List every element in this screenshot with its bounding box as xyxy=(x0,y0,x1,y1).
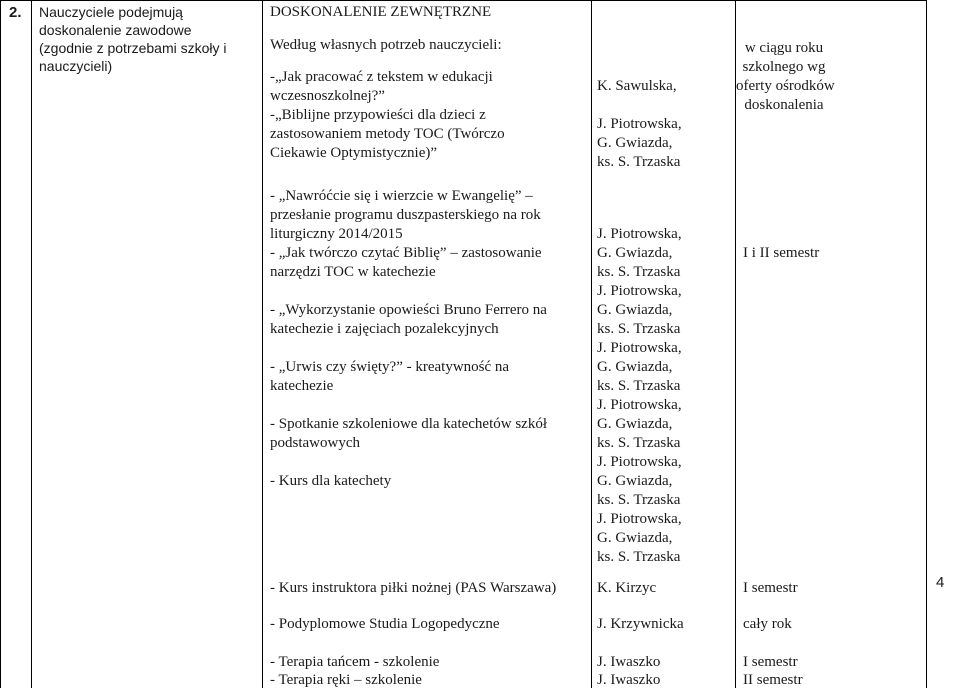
person-line: ks. S. Trzaska xyxy=(597,378,681,394)
section-intro: Według własnych potrzeb nauczycieli: xyxy=(270,37,502,53)
training-person: J. Krzywnicka xyxy=(597,616,684,632)
training-person: J. Iwaszko xyxy=(597,672,661,688)
person-line: ks. S. Trzaska xyxy=(597,321,681,337)
person-line: J. Piotrowska, xyxy=(597,116,682,132)
topic-spacer xyxy=(270,339,590,358)
topic-line: katechezie xyxy=(270,378,334,394)
topic-line: - „Wykorzystanie opowieści Bruno Ferrero na xyxy=(270,302,547,318)
topic-line: podstawowych xyxy=(270,435,360,451)
section2-persons xyxy=(597,225,727,567)
person-line: J. Piotrowska, xyxy=(597,340,682,356)
term-line: szkolnego wg xyxy=(742,59,826,75)
area-line: doskonalenie zawodowe xyxy=(39,22,192,38)
person-line: G. Gwiazda, xyxy=(597,302,673,318)
person-line: ks. S. Trzaska xyxy=(597,492,681,508)
topic-line: - Spotkanie szkoleniowe dla katechetów szkół xyxy=(270,416,548,432)
person-line: G. Gwiazda, xyxy=(597,135,673,151)
training-person: K. Kirzyc xyxy=(597,580,657,596)
page-number: 4 xyxy=(936,574,945,591)
topic-line: katechezie i zajęciach pozalekcyjnych xyxy=(270,321,499,337)
person-line: G. Gwiazda, xyxy=(597,359,673,375)
topic-spacer xyxy=(270,282,590,301)
person-line: ks. S. Trzaska xyxy=(597,549,681,565)
topic-line: -„Jak pracować z tekstem w edukacji xyxy=(270,69,493,85)
person-line: G. Gwiazda, xyxy=(597,416,673,432)
area-line: nauczycieli) xyxy=(39,58,113,74)
person-line: G. Gwiazda, xyxy=(597,530,673,546)
training-term: I semestr xyxy=(743,654,798,670)
topic-line: - Kurs dla katechety xyxy=(270,473,392,489)
person-line: G. Gwiazda, xyxy=(597,245,673,261)
topic-line: zastosowaniem metody TOC (Twórczo xyxy=(270,126,505,142)
person-line: J. Piotrowska, xyxy=(597,397,682,413)
area-line: (zgodnie z potrzebami szkoły i xyxy=(39,40,227,56)
training-topic: - Kurs instruktora piłki nożnej (PAS Warszawa) xyxy=(270,580,557,596)
training-term: cały rok xyxy=(743,616,792,632)
person-line: J. Piotrowska, xyxy=(597,283,682,299)
section1-persons xyxy=(597,77,727,172)
person-spacer xyxy=(597,96,727,115)
training-topic: - Terapia tańcem - szkolenie xyxy=(270,654,440,670)
topic-line: Ciekawie Optymistycznie)” xyxy=(270,145,438,161)
topic-line: liturgiczny 2014/2015 xyxy=(270,226,403,242)
row-number: 2. xyxy=(9,4,22,21)
topic-line: -„Biblijne przypowieści dla dzieci z xyxy=(270,107,486,123)
person-line: K. Sawulska, xyxy=(597,78,677,94)
person-line: J. Piotrowska, xyxy=(597,226,682,242)
person-line: ks. S. Trzaska xyxy=(597,264,681,280)
training-topic: - Podyplomowe Studia Logopedyczne xyxy=(270,616,500,632)
training-term: II semestr xyxy=(743,672,803,688)
topic-line: - „Jak twórczo czytać Biblię” – zastosowanie xyxy=(270,245,542,261)
topic-line: wczesnoszkolnej?” xyxy=(270,88,385,104)
training-person: J. Iwaszko xyxy=(597,654,661,670)
topic-line: przesłanie programu duszpasterskiego na rok xyxy=(270,207,541,223)
section1-term xyxy=(736,39,835,115)
person-line: ks. S. Trzaska xyxy=(597,154,681,170)
person-line: J. Piotrowska, xyxy=(597,511,682,527)
section-heading: DOSKONALENIE ZEWNĘTRZNE xyxy=(270,4,492,20)
area-line: Nauczyciele podejmują xyxy=(39,4,183,20)
topic-spacer xyxy=(270,453,590,472)
section2-term: I i II semestr xyxy=(743,245,820,261)
person-line: G. Gwiazda, xyxy=(597,473,673,489)
topic-line: - „Urwis czy święty?” - kreatywność na xyxy=(270,359,510,375)
topic-line: narzędzi TOC w katechezie xyxy=(270,264,436,280)
person-line: ks. S. Trzaska xyxy=(597,435,681,451)
training-term: I semestr xyxy=(743,580,798,596)
section2-topics xyxy=(270,187,590,491)
term-line: w ciągu roku xyxy=(744,40,824,56)
area-description xyxy=(39,3,261,75)
term-line: oferty ośrodków xyxy=(736,78,835,94)
topic-line: - „Nawróćcie się i wierzcie w Ewangelię” – xyxy=(270,188,533,204)
topic-spacer xyxy=(270,396,590,415)
term-line: doskonalenia xyxy=(744,97,824,113)
person-line: J. Piotrowska, xyxy=(597,454,682,470)
training-topic: - Terapia ręki – szkolenie xyxy=(270,672,422,688)
section1-topics xyxy=(270,3,590,163)
